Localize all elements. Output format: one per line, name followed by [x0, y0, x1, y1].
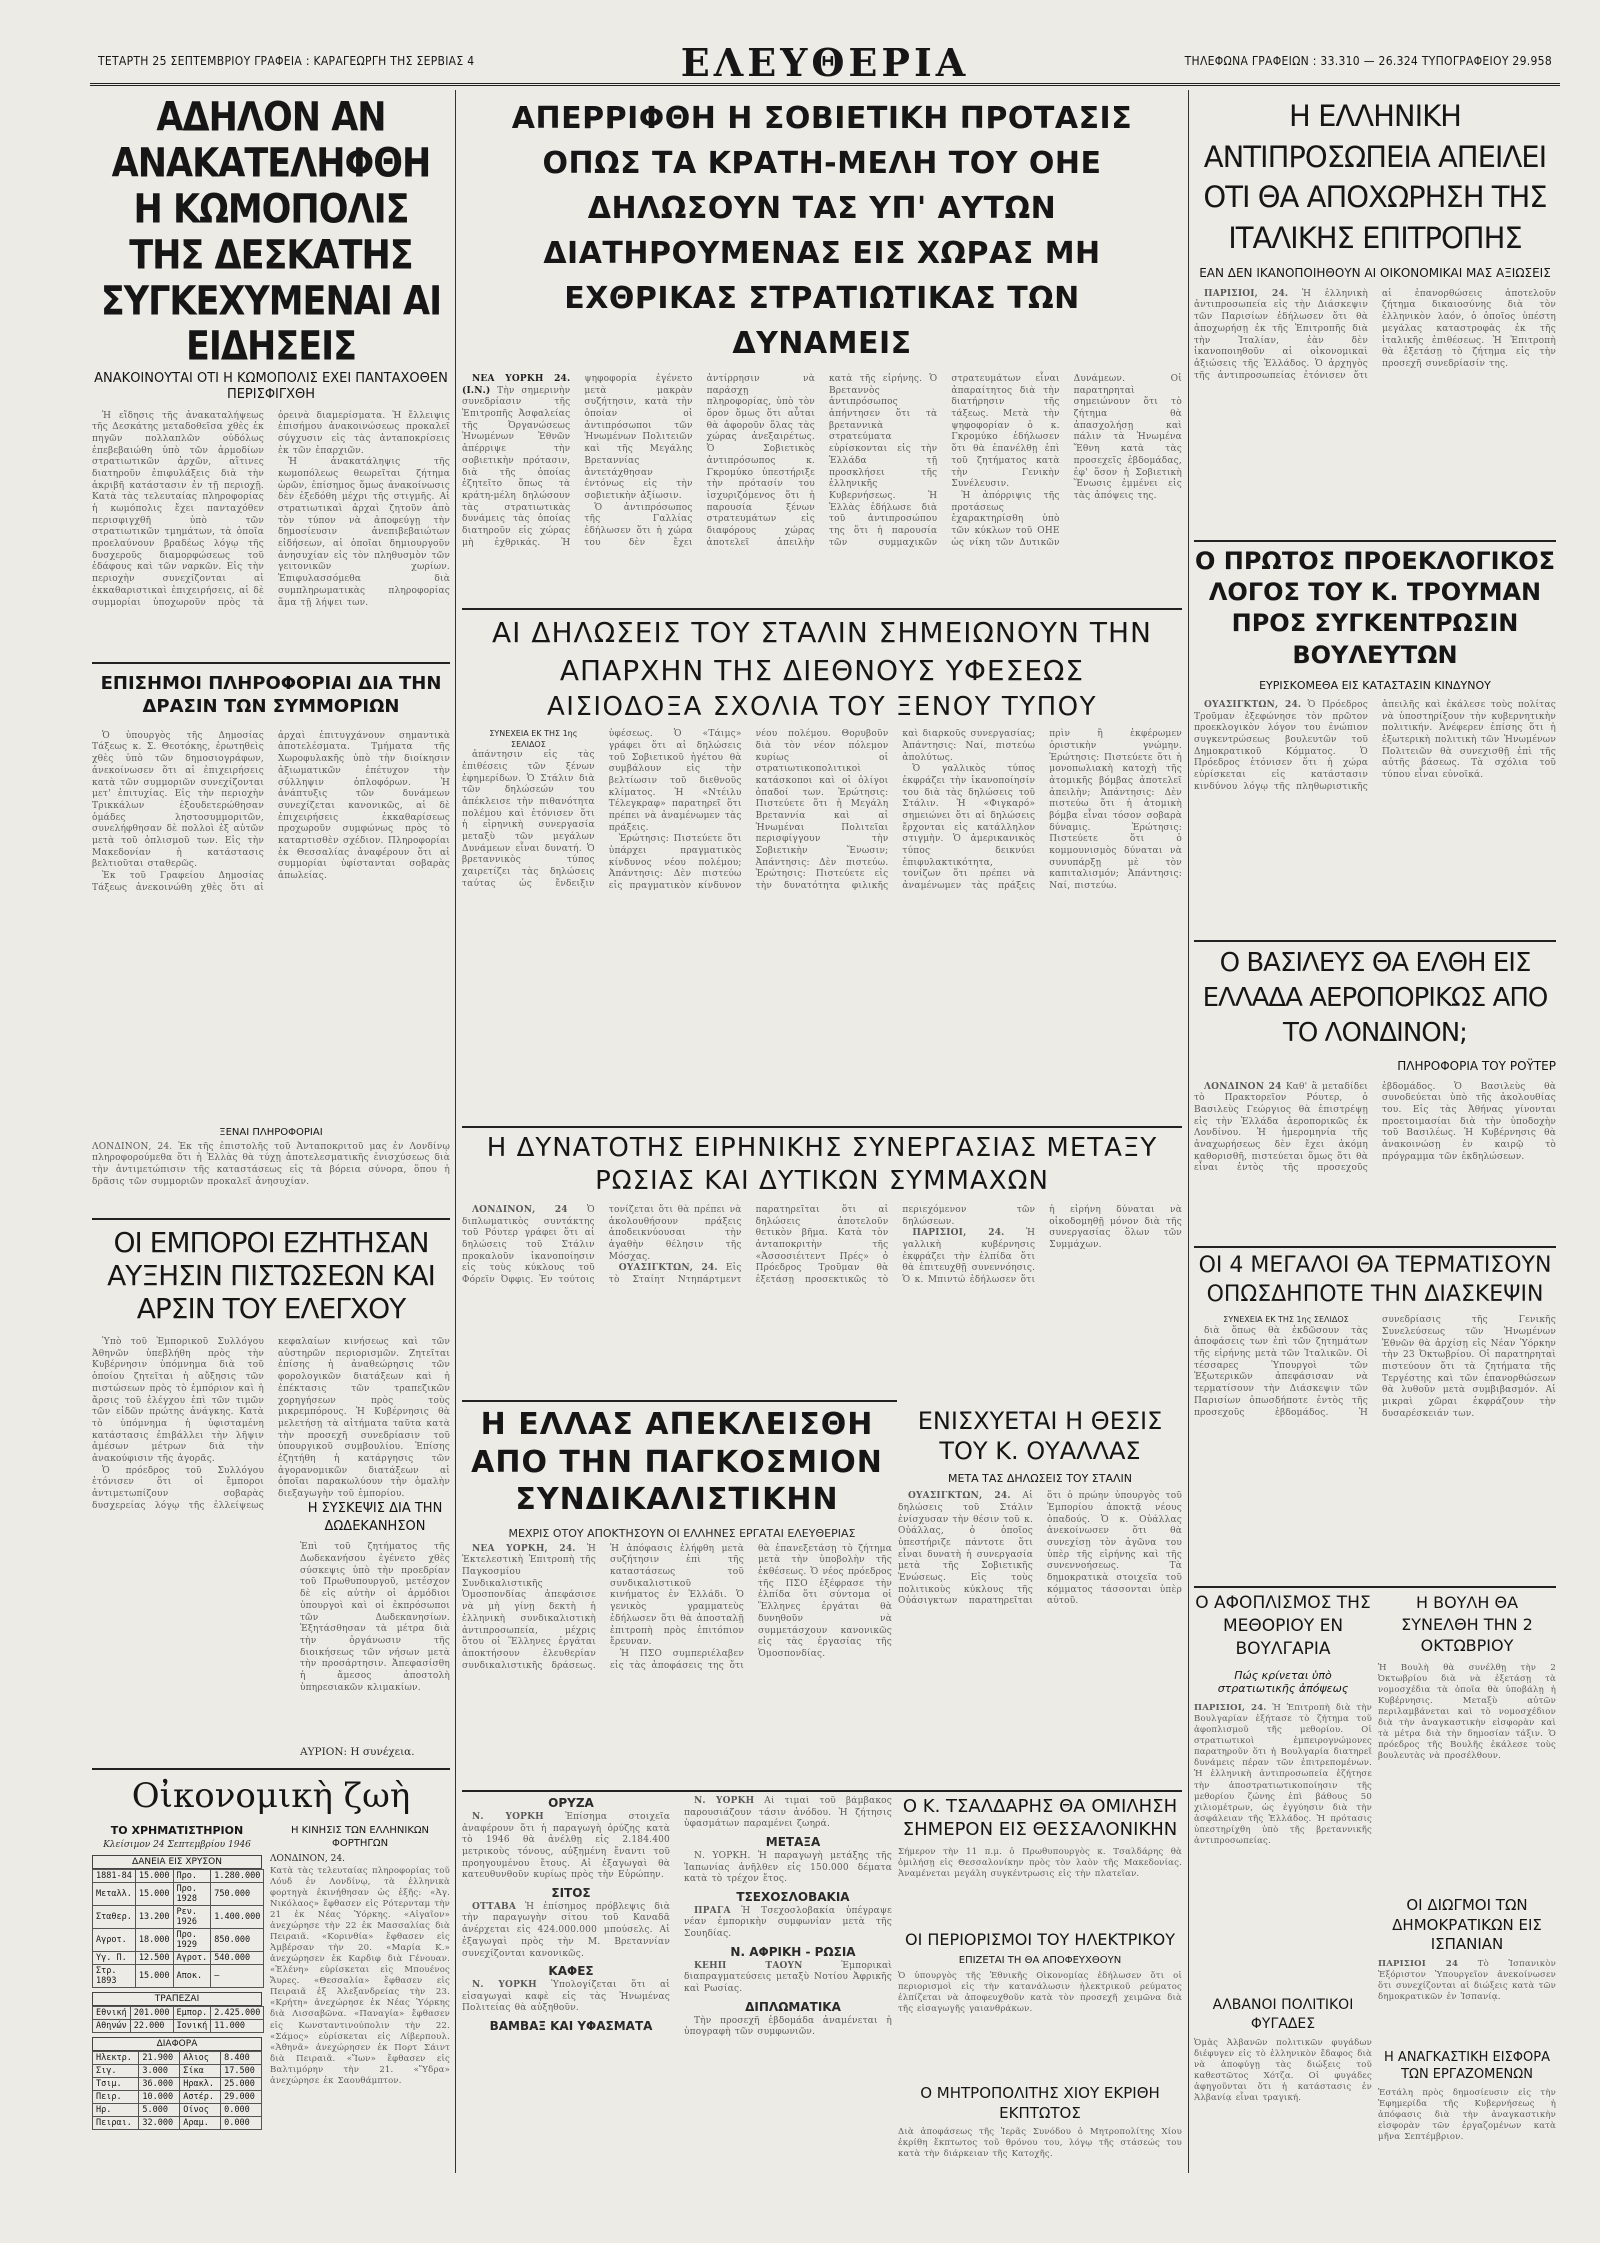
section-divider: [92, 1218, 450, 1220]
section-divider: [1194, 1586, 1556, 1588]
market-heading: ΚΑΦΕΣ: [548, 1964, 594, 1979]
table-cell: Ηρ.: [93, 2103, 139, 2116]
table-cell: 1881-84: [93, 1869, 136, 1882]
shipping-dateline: ΛΟΝΔΙΝΟΝ, 24.: [270, 1854, 345, 1864]
banks-title: ΤΡΑΠΕΖΑΙ: [92, 1992, 262, 2006]
article-body: Ἡ εἴδησις τῆς ἀνακαταλήψεως τῆς Δεσκάτης μεταδοθεῖσα χθὲς ἐκ πηγῶν πολλαπλῶν οὐδόλως ἐπεβεβαιώθη ὑπὸ τῶν ἁρμοδίων στρατιωτικῶν ἀρχῶν, αἵτινες διατηροῦν ἐπιφυλάξεις διὰ τὴν ἀκριβῆ κατάστασιν ἐν τῇ περιοχῇ. Κατὰ τὰς τελευταίας πληροφορίας ἡ κωμόπολις ἔχει πανταχόθεν περισφιγχθῆ ὑπὸ τῶν στρατιωτικῶν τμημάτων, τὰ ὁποῖα προελαύνουν βραδέως λόγῳ τῆς δυσχεροῦς διαμορφώσεως τοῦ ἐδάφους καὶ τῶν ναρκῶν. Εἰς τὴν περιοχὴν συνεχίζονται αἱ ἐκκαθαριστικαὶ ἐπιχειρήσεις, αἱ δὲ συμμορίαι ὑποχωροῦν πρὸς τὰ ὀρεινὰ διαμερίσματα. Ἡ ἔλλειψις ἐπισήμου ἀνακοινώσεως προκαλεῖ σύγχυσιν εἰς τὰς ἀνταποκρίσεις ἐκ τῶν ἐπαρχιῶν. Ἡ ἀνακατάληψις τῆς κωμοπόλεως θεωρεῖται ζήτημα ὡρῶν, ἐπίσημος ὅμως ἀνακοίνωσις δὲν ἐξεδόθη μέχρι τῆς στιγμῆς. Αἱ στρατιωτικαὶ ἀρχαὶ ζητοῦν ἀπὸ τὸν τύπον νὰ ἀποφεύγῃ τὴν δημοσίευσιν ἀνεπιβεβαιώτων εἰδήσεων, αἱ ὁποῖαι δημιουργοῦν ἀνησυχίαν εἰς τὸν πληθυσμὸν τῶν γειτονικῶν χωρίων. Ἐπιφυλασσόμεθα διὰ συμπληρωματικὰς πληροφορίας ἅμα τῇ λήψει των.: [92, 410, 450, 608]
section-divider: [462, 608, 1182, 610]
table-cell: 21.900: [139, 2051, 180, 2064]
section-divider: [462, 1790, 1182, 1792]
article-subheadline: ΜΕΤΑ ΤΑΣ ΔΗΛΩΣΕΙΣ ΤΟΥ ΣΤΑΛΙΝ: [948, 1472, 1132, 1485]
section-divider: [462, 1126, 1182, 1128]
masthead-right-info: ΤΗΛΕΦΩΝΑ ΓΡΑΦΕΙΩΝ : 33.310 — 26.324 ΤΥΠΟΓΡΑΦΕΙΟΥ 29.958: [1184, 54, 1552, 68]
table-cell: 29.000: [221, 2090, 262, 2103]
article-subheadline: ΑΝΑΚΟΙΝΟΥΤΑΙ ΟΤΙ Η ΚΩΜΟΠΟΛΙΣ ΕΧΕΙ ΠΑΝΤΑΧΟΘΕΝ ΠΕΡΙΣΦΙΓΧΘΗ: [94, 371, 448, 402]
table-cell: Ιονική: [173, 2019, 211, 2032]
table-cell: 32.000: [139, 2116, 180, 2129]
table-cell: 12.500: [135, 1951, 173, 1964]
article-four-powers: [1194, 1252, 1556, 1582]
article-body: Ὁ ὑπουργὸς τῆς Δημοσίας Τάξεως κ. Σ. Θεοτόκης, ἐρωτηθεὶς χθὲς ὑπὸ τῶν δημοσιογράφων, ἀνεκοίνωσεν ὅτι αἱ ἐπιχειρήσεις κατὰ τῶν συμμοριῶν συνεχίζονται μετ' ἐπιτυχίας. Εἰς τὴν περιοχὴν Τρικκάλων ἐξουδετερώθησαν ὁμάδες ληστοσυμμοριτῶν, συνελήφθησαν δὲ πολλοὶ ἐξ αὐτῶν μετὰ τοῦ ὁπλισμοῦ των. Εἰς τὴν Μακεδονίαν ἡ κατάστασις βελτιοῦται σταθερῶς. Ἐκ τοῦ Γραφείου Δημοσίας Τάξεως ἀνεκοινώθη χθὲς ὅτι αἱ ἀρχαὶ ἐπιτυγχάνουν σημαντικὰ ἀποτελέσματα. Τμήματα τῆς Χωροφυλακῆς ὑπὸ τὴν διοίκησιν ἀξιωματικῶν ἐπέτυχον τὴν σύλληψιν ὁπλοφόρων. Ἡ ἀνάπτυξις τῶν δυνάμεων συνεχίζεται κανονικῶς, αἱ δὲ ἐπιχειρήσεις ἐκκαθαρίσεως προχωροῦν συμφώνως πρὸς τὸ καταρτισθὲν σχέδιον. Πληροφορίαι ἐκ Θεσσαλίας ἀναφέρουν ὅτι αἱ συμμορίαι ὑφίστανται σοβαρὰς ἀπωλείας.: [92, 730, 450, 893]
article-body: Ἡ Βουλὴ θὰ συνέλθῃ τὴν 2 Ὀκτωβρίου διὰ νὰ ἐξετάσῃ τὰ νομοσχέδια τὰ ὁποῖα θὰ ὑποβάλῃ ἡ Κυβέρνησις. Μεταξὺ αὐτῶν περιλαμβάνεται καὶ τὸ νομοσχέδιον διὰ τὴν ἀναγκαστικὴν εἰσφορὰν καὶ τὰ μέτρα διὰ τὴν δημοσίαν τάξιν. Ὁ πρόεδρος τῆς Βουλῆς ἐκάλεσε τοὺς βουλευτὰς νὰ προσέλθουν.: [1378, 1662, 1556, 1762]
section-divider: [92, 1768, 450, 1770]
article-unions: [462, 1406, 892, 1786]
table-cell: 17.500: [221, 2064, 262, 2077]
article-dateline: ΠΑΡΙΣΙΟΙ 24: [1378, 1958, 1459, 1969]
table-row: [93, 2051, 262, 2064]
market-dateline: ΠΡΑΓΑ: [694, 1905, 731, 1916]
article-headline: Η ΕΛΛΑΣ ΑΠΕΚΛΕΙΣΘΗ ΑΠΟ ΤΗΝ ΠΑΓΚΟΣΜΙΟΝ ΣΥΝΔΙΚΑΛΙΣΤΙΚΗΝ: [471, 1407, 883, 1517]
article-headline: Η ΕΛΛΗΝΙΚΗ ΑΝΤΙΠΡΟΣΩΠΕΙΑ ΑΠΕΙΛΕΙ ΟΤΙ ΘΑ ΑΠΟΧΩΡΗΣΗ ΤΗΣ ΙΤΑΛΙΚΗΣ ΕΠΙΤΡΟΠΗΣ: [1203, 99, 1547, 255]
misc-title: ΔΙΑΦΟΡΑ: [92, 2037, 262, 2051]
economy-section: [92, 1776, 450, 2221]
article-subheadline: ΕΠΙΖΕΤΑΙ ΤΗ ΘΑ ΑΠΟΦΕΥΧΘΟΥΝ: [958, 1954, 1122, 1966]
article-body: Ὁ ὑπουργὸς τῆς Ἐθνικῆς Οἰκονομίας ἐδήλωσεν ὅτι οἱ περιορισμοὶ εἰς τὴν κατανάλωσιν ἠλεκτρικοῦ ρεύματος ἐλπίζεται νὰ ἀποφευχθοῦν κατὰ τὸν προσεχῆ χειμῶνα διὰ τῆς εἰσαγωγῆς γαιανθράκων.: [898, 1970, 1182, 2014]
article-headline: ΑΠΕΡΡΙΦΘΗ Η ΣΟΒΙΕΤΙΚΗ ΠΡΟΤΑΣΙΣ ΟΠΩΣ ΤΑ ΚΡΑΤΗ-ΜΕΛΗ ΤΟΥ ΟΗΕ ΔΗΛΩΣΟΥΝ ΤΑΣ ΥΠ' ΑΥΤΩΝ ΔΙΑΤΗΡΟΥΜΕΝΑΣ ΕΙΣ ΧΩΡΑΣ ΜΗ ΕΧΘΡΙΚΑΣ ΣΤΡΑΤΙΩΤΙΚΑΣ ΤΩΝ ΔΥΝΑΜΕΙΣ: [511, 101, 1133, 361]
table-cell: 10.000: [139, 2090, 180, 2103]
table-cell: 3.000: [139, 2064, 180, 2077]
market-heading: ΜΕΤΑΞΑ: [765, 1835, 821, 1850]
table-cell: Σίκα: [180, 2064, 221, 2077]
article-headline: ΟΙ 4 ΜΕΓΑΛΟΙ ΘΑ ΤΕΡΜΑΤΙΣΟΥΝ ΟΠΩΣΔΗΠΟΤΕ ΤΗΝ ΔΙΑΣΚΕΨΙΝ: [1198, 1253, 1552, 1307]
table-cell: 8.400: [221, 2051, 262, 2064]
article-headline: ΑΔΗΛΟΝ ΑΝ ΑΝΑΚΑΤΕΛΗΦΘΗ Η ΚΩΜΟΠΟΛΙΣ ΤΗΣ ΔΕΣΚΑΤΗΣ ΣΥΓΚΕΧΥΜΕΝΑΙ ΑΙ ΕΙΔΗΣΕΙΣ: [100, 96, 442, 371]
article-dodecanese: [300, 1500, 450, 1760]
market-heading: Ν. ΑΦΡΙΚΗ - ΡΩΣΙΑ: [730, 1944, 856, 1959]
table-row: [93, 1928, 264, 1951]
column-rule: [1188, 90, 1189, 2173]
gold-loans-title: ΔΑΝΕΙΑ ΕΙΣ ΧΡΥΣΟΝ: [92, 1855, 262, 1869]
market-dateline: Ν. ΥΟΡΚΗ: [472, 1811, 544, 1822]
article-albanians: [1194, 1996, 1372, 2221]
article-metropolitan: [898, 2084, 1182, 2221]
article-dateline: ΛΟΝΔΙΝΟΝ, 24: [472, 1205, 568, 1215]
article-headline: ΟΙ ΕΜΠΟΡΟΙ ΕΖΗΤΗΣΑΝ ΑΥΞΗΣΙΝ ΠΙΣΤΩΣΕΩΝ ΚΑΙ ΑΡΣΙΝ ΤΟΥ ΕΛΕΓΧΟΥ: [107, 1226, 435, 1326]
market-heading: ΒΑΜΒΑΞ ΚΑΙ ΥΦΑΣΜΑΤΑ: [489, 2019, 653, 2034]
article-body: ΠΑΡΙΣΙΟΙ 24 Τὸ Ἰσπανικὸν Ἐξόριστον Ὑπουργεῖον ἀνεκοίνωσεν ὅτι συνεχίζονται αἱ διώξεις κατὰ τῶν δημοκρατικῶν ἐν Ἰσπανίᾳ.: [1378, 1958, 1556, 2002]
article-cooperation: [462, 1132, 1182, 1398]
table-cell: Στρ. 1893: [93, 1964, 136, 1987]
table-cell: 1.280.000: [211, 1869, 264, 1882]
misc-table: [92, 2051, 262, 2130]
article-truman: [1194, 546, 1556, 936]
article-headline: ΕΝΙΣΧΥΕΤΑΙ Η ΘΕΣΙΣ ΤΟΥ Κ. ΟΥΑΛΛΑΣ: [917, 1407, 1163, 1465]
gold-loans-table: [92, 1869, 264, 1988]
article-subheadline: ΑΙΣΙΟΔΟΞΑ ΣΧΟΛΙΑ ΤΟΥ ΞΕΝΟΥ ΤΥΠΟΥ: [546, 691, 1098, 722]
table-cell: Αραμ.: [180, 2116, 221, 2129]
article-body: ΟΥΑΣΙΓΚΤΩΝ, 24. Αἱ δηλώσεις τοῦ Στάλιν ἐνίσχυσαν τὴν θέσιν τοῦ κ. Οὐάλλας, ὁ ὁποῖος ὑπεστήριζε πάντοτε ὅτι εἶναι δυνατὴ ἡ συνεργασία μετὰ τῆς Σοβιετικῆς Ἑνώσεως. Εἰς τοὺς πολιτικοὺς κύκλους τῆς Οὐάσιγκτων παρατηρεῖται ὅτι ὁ πρώην ὑπουργὸς τοῦ Ἐμπορίου ἀποκτᾷ νέους ὀπαδούς. Ὁ κ. Οὐάλλας ἀνεκοίνωσεν ὅτι θὰ συνεχίσῃ τὸν ἀγῶνα του ὑπὲρ τῆς εἰρήνης καὶ τῆς συνεννοήσεως. Τὰ δημοκρατικὰ στοιχεῖα τοῦ κόμματος τάσσονται ὑπὲρ αὐτοῦ.: [898, 1491, 1182, 1607]
section-divider: [1194, 1246, 1556, 1248]
table-cell: Αθηνών: [93, 2019, 131, 2032]
table-cell: Ρεν. 1926: [173, 1905, 211, 1928]
article-body: ΣΥΝΕΧΕΙΑ ΕΚ ΤΗΣ 1ης ΣΕΛΙΔΟΣ διὰ ὅπως θὰ ἐκδῶσουν τὰς ἀποφάσεις των ἐπὶ τῶν ζητημάτων τῆς εἰρήνης μετὰ τῶν Ἰταλικῶν. Οἱ τέσσαρες Ὑπουργοὶ τῶν Ἐξωτερικῶν ἀπεφάσισαν νὰ τερματίσουν τὴν Διάσκεψιν τῶν Παρισίων ὁπωσδήποτε ἐντὸς τῆς προσεχοῦς ἑβδομάδος. Ἡ συνεδρίασις τῆς Γενικῆς Συνελεύσεως τῶν Ἡνωμένων Ἐθνῶν θὰ ἀρχίσῃ εἰς Νέαν Ὑόρκην τὴν 23 Ὀκτωβρίου. Οἱ παρατηρηταὶ πιστεύουν ὅτι τὰ ζητήματα τῆς Τεργέστης καὶ τῶν ἐπανορθώσεων θὰ λυθοῦν μετὰ συμβιβασμόν. Αἱ μικραὶ χῶραι ἐκφράζουν τὴν δυσαρέσκειάν των.: [1194, 1315, 1556, 1419]
table-cell: 11.000: [211, 2019, 264, 2032]
section-divider: [1194, 540, 1556, 542]
markets-body: ΟΡΥΖΑ Ν. ΥΟΡΚΗ Ἐπίσημα στοιχεῖα ἀναφέρουν ὅτι ἡ παραγωγὴ ὀρύζης κατὰ τὸ 1946 θὰ ἀνέλθῃ εἰς 2.184.400 μετρικοὺς τόνους, αὐξημένη ἔναντι τοῦ προηγουμένου ἔτους. Αἱ ἐξαγωγαὶ θὰ κατευθυνθοῦν κυρίως πρὸς τὴν Εὐρώπην. ΣΙΤΟΣ ΟΤΤΑΒΑ Ἡ ἐπίσημος πρόβλεψις διὰ τὴν παραγωγὴν σίτου τοῦ Καναδᾶ ἀνέρχεται εἰς 424.000.000 μπούσελς. Αἱ ἐξαγωγαὶ πρὸς τὴν Μ. Βρεταννίαν συνεχίζονται κανονικῶς. ΚΑΦΕΣ Ν. ΥΟΡΚΗ Ὑπολογίζεται ὅτι αἱ εἰσαγωγαὶ καφὲ εἰς τὰς Ἡνωμένας Πολιτείας θὰ αὐξηθοῦν. ΒΑΜΒΑΞ ΚΑΙ ΥΦΑΣΜΑΤΑ Ν. ΥΟΡΚΗ Αἱ τιμαὶ τοῦ βάμβακος παρουσιάζουν τάσιν ἀνόδου. Ἡ ζήτησις ὑφασμάτων παραμένει ζωηρά. ΜΕΤΑΞΑ Ν. ΥΟΡΚΗ. Ἡ παραγωγὴ μετάξης τῆς Ἰαπωνίας ἀνῆλθεν εἰς 150.000 δέματα κατὰ τὸ τρέχον ἔτος. ΤΣΕΧΟΣΛΟΒΑΚΙΑ ΠΡΑΓΑ Ἡ Τσεχοσλοβακία ὑπέγραψε νέαν ἐμπορικὴν συμφωνίαν μετὰ τῆς Σουηδίας. Ν. ΑΦΡΙΚΗ - ΡΩΣΙΑ ΚΕΗΠ ΤΑΟΥΝ Ἐμπορικαὶ διαπραγματεύσεις μεταξὺ Νοτίου Ἀφρικῆς καὶ Ρωσίας. ΔΙΠΛΩΜΑΤΙΚΑ Τὴν προσεχῆ ἑβδομάδα ἀναμένεται ἡ ὑπογραφὴ τῶν συμφωνιῶν.: [462, 1796, 892, 2038]
column-rule: [455, 90, 456, 2173]
article-subheadline: ΠΛΗΡΟΦΟΡΙΑ ΤΟΥ ΡΟΫΤΕΡ: [1397, 1059, 1556, 1074]
article-headline: ΕΠΙΣΗΜΟΙ ΠΛΗΡΟΦΟΡΙΑΙ ΔΙΑ ΤΗΝ ΔΡΑΣΙΝ ΤΩΝ ΣΥΜΜΟΡΙΩΝ: [100, 673, 442, 718]
table-cell: 18.000: [135, 1928, 173, 1951]
masthead: [90, 40, 1560, 86]
table-cell: Αγροτ.: [173, 1951, 211, 1964]
article-dateline: ΟΥΑΣΙΓΚΤΩΝ, 24.: [1204, 699, 1302, 710]
exchange-date: Κλείσιμον 24 Σεπτεμβρίου 1946: [103, 1840, 251, 1850]
table-cell: 5.000: [139, 2103, 180, 2116]
article-stalin: [462, 614, 1182, 1124]
article-subheadline: Πώς κρίνεται ὑπὸ στρατιωτικῆς ἀπόψεως: [1217, 1668, 1349, 1695]
section-divider: [1194, 940, 1556, 942]
article-headline: Ο ΜΗΤΡΟΠΟΛΙΤΗΣ ΧΙΟΥ ΕΚΡΙΘΗ ΕΚΠΤΩΤΟΣ: [920, 2084, 1160, 2122]
article-dateline: ΠΑΡΙΣΙΟΙ, 24.: [1194, 1703, 1267, 1714]
newspaper-title: ΕΛΕΥΘΕΡΙΑ: [680, 40, 970, 85]
table-cell: Αγροτ.: [93, 1928, 136, 1951]
article-body: Σήμερον τὴν 11 π.μ. ὁ Πρωθυπουργὸς κ. Τσαλδάρης θὰ ὁμιλήσῃ εἰς Θεσσαλονίκην πρὸς τὸν λαὸν τῆς Μακεδονίας. Ἀναμένεται μεγάλη συγκέντρωσις εἰς τὴν πλατεῖαν.: [898, 1847, 1182, 1880]
article-body: ΛΟΝΔΙΝΟΝ, 24. Ἐκ τῆς ἐπιστολῆς τοῦ Ἀνταποκριτοῦ μας ἐν Λονδίνῳ πληροφορούμεθα ὅτι ἡ Ἑλλὰς θὰ τύχῃ ἀποτελεσματικῆς ἐνισχύσεως διὰ τὴν ἀντιμετώπισιν τῆς καταστάσεως εἰς τὰ βόρεια σύνορα, ὅπου ἡ δρᾶσις τῶν συμμοριῶν προκαλεῖ ἀνησυχίαν.: [92, 1141, 450, 1187]
section-divider: [462, 1400, 897, 1402]
table-cell: Αλιος: [180, 2051, 221, 2064]
market-dateline: Ν. ΥΟΡΚΗ: [472, 1980, 537, 1991]
shipping-title: Η ΚΙΝΗΣΙΣ ΤΩΝ ΕΛΛΗΝΙΚΩΝ ΦΟΡΤΗΓΩΝ: [290, 1825, 429, 1849]
market-heading: ΤΣΕΧΟΣΛΟΒΑΚΙΑ: [736, 1889, 850, 1904]
table-cell: Οίνος: [180, 2103, 221, 2116]
table-cell: 15.000: [135, 1882, 173, 1905]
table-cell: Ηλεκτρ.: [93, 2051, 139, 2064]
article-electricity: [898, 1930, 1182, 2080]
economy-title: Οἰκονομικὴ ζωὴ: [131, 1776, 411, 1816]
article-dateline: ΛΟΝΔΙΝΟΝ 24: [1204, 1081, 1282, 1092]
article-body: ΣΥΝΕΧΕΙΑ ΕΚ ΤΗΣ 1ης ΣΕΛΙΔΟΣ ἀπάντησιν εἰς τὰς ἐπιθέσεις τῶν ξένων ἐφημερίδων. Ὁ Στάλιν διὰ τῶν δηλώσεών του ἀπέκλεισε τὴν πιθανότητα πολέμου καὶ ἐτόνισεν ὅτι ἡ εἰρηνικὴ συνεργασία μεταξὺ τῶν μεγάλων Δυνάμεων εἶναι δυνατή. Ὁ βρεταννικὸς τύπος χαιρετίζει τὰς δηλώσεις ταύτας ὡς ἔνδειξιν ὑφέσεως. Ὁ «Τάιμς» γράφει ὅτι αἱ δηλώσεις τοῦ Σοβιετικοῦ ἡγέτου θὰ συμβάλουν εἰς τὴν βελτίωσιν τοῦ διεθνοῦς κλίματος. Ἡ «Ντέιλυ Τέλεγκραφ» παρατηρεῖ ὅτι πρέπει νὰ ἀναμένωμεν τὰς πράξεις. Ἐρώτησις: Πιστεύετε ὅτι ὑπάρχει πραγματικὸς κίνδυνος νέου πολέμου; Ἀπάντησις: Δὲν πιστεύω εἰς πραγματικὸν κίνδυνον νέου πολέμου. Θορυβοῦν διὰ τὸν νέον πόλεμον κυρίως οἱ στρατιωτικοπολιτικοὶ κατάσκοποι καὶ οἱ ὀλίγοι ὀπαδοί των. Ἐρώτησις: Πιστεύετε ὅτι ἡ Μεγάλη Βρεταννία καὶ αἱ Ἡνωμέναι Πολιτεῖαι περισφίγγουν τὴν Σοβιετικὴν Ἕνωσιν; Ἀπάντησις: Δὲν πιστεύω. Ἐρώτησις: Πιστεύετε εἰς τὴν δυνατότητα φιλικῆς καὶ διαρκοῦς συνεργασίας; Ἀπάντησις: Ναί, πιστεύω ἀπολύτως. Ὁ γαλλικὸς τύπος ἐκφράζει τὴν ἱκανοποίησίν του διὰ τὰς δηλώσεις τοῦ Στάλιν. Ἡ «Φιγκαρό» σημειώνει ὅτι αἱ δηλώσεις ἔρχονται εἰς κατάλληλον στιγμὴν. Ὁ ἀμερικανικὸς τύπος δεικνύει ἐπιφυλακτικότητα, τονίζων ὅτι πρέπει νὰ ἀναμένωμεν τὰς πράξεις πρὶν ἢ ἐκφέρωμεν ὁριστικὴν γνώμην. Ἐρώτησις: Πιστεύετε ὅτι ἡ μονοπωλιακὴ κατοχὴ τῆς ἀτομικῆς βόμβας ἀποτελεῖ ἀπειλὴν; Ἀπάντησις: Δὲν πιστεύω ὅτι ἡ ἀτομικὴ βόμβα εἶναι τόσον σοβαρὰ δύναμις. Ἐρώτησις: Πιστεύετε ὅτι ὁ κομμουνισμὸς δύναται νὰ συνυπάρξῃ μὲ τὸν καπιταλισμόν; Ἀπάντησις: Ναί, πιστεύω.: [462, 729, 1182, 892]
article-soviet: [462, 96, 1182, 602]
table-cell: Προ. 1929: [173, 1928, 211, 1951]
table-row: [93, 1951, 264, 1964]
article-dateline: ΝΕΑ ΥΟΡΚΗ, 24.: [472, 1543, 576, 1554]
article-body: ΝΕΑ ΥΟΡΚΗ 24. (Ι.Ν.) Τὴν σημερινὴν συνεδρίασιν τῆς Ἐπιτροπῆς Ἀσφαλείας τῆς Ὀργανώσεως Ἡνωμένων Ἐθνῶν ἀπέρριψε τὴν σοβιετικὴν πρότασιν, διὰ τῆς ὁποίας ἐζητεῖτο ὅπως τὰ κράτη-μέλη δηλώσουν τὰς στρατιωτικὰς δυνάμεις τὰς ὁποίας διατηροῦν εἰς χώρας μὴ ἐχθρικάς. Ἡ ψηφοφορία ἐγένετο μετὰ μακρὰν συζήτησιν, κατὰ τὴν ὁποίαν οἱ ἀντιπρόσωποι τῶν Ἡνωμένων Πολιτειῶν καὶ τῆς Μεγάλης Βρεταννίας ἀντετάχθησαν ἐντόνως εἰς τὴν σοβιετικὴν ἀξίωσιν. Ὁ ἀντιπρόσωπος τῆς Γαλλίας ἐδήλωσεν ὅτι ἡ χώρα του δὲν ἔχει ἀντίρρησιν νὰ παράσχῃ πληροφορίας, ὑπὸ τὸν ὅρον ὅμως ὅτι αὗται θὰ ἀφοροῦν ὅλας τὰς χώρας ἀνεξαιρέτως. Ὁ Σοβιετικὸς ἀντιπρόσωπος κ. Γκρομύκο ὑπεστήριξε τὴν πρότασίν του ἰσχυριζόμενος ὅτι ἡ παρουσία ξένων στρατευμάτων εἰς διαφόρους χώρας ἀποτελεῖ ἀπειλὴν κατὰ τῆς εἰρήνης. Ὁ Βρεταννὸς ἀντιπρόσωπος ἀπήντησεν ὅτι τὰ βρεταννικὰ στρατεύματα εὑρίσκονται εἰς τὴν Ἑλλάδα τῇ προσκλήσει τῆς ἑλληνικῆς Κυβερνήσεως. Ἡ Ἑλλὰς ἐδήλωσε διὰ τοῦ ἀντιπροσώπου της ὅτι ἡ παρουσία τῶν συμμαχικῶν στρατευμάτων εἶναι ἀπαραίτητος διὰ τὴν διατήρησιν τῆς τάξεως. Μετὰ τὴν ψηφοφορίαν ὁ κ. Γκρομύκο ἐδήλωσεν ὅτι θὰ ἐπανέλθῃ ἐπὶ τοῦ ζητήματος κατὰ τὴν Γενικὴν Συνέλευσιν. Ἡ ἀπόρριψις τῆς προτάσεως ἐχαρακτηρίσθη ὑπὸ τῶν κύκλων τοῦ ΟΗΕ ὡς νίκη τῶν Δυτικῶν Δυνάμεων. Οἱ παρατηρηταὶ σημειώνουν ὅτι τὸ ζήτημα θὰ ἀπασχολήσῃ καὶ πάλιν τὰ Ἡνωμένα Ἔθνη κατὰ τὰς προσεχεῖς ἑβδομάδας, ἐφ' ὅσον ἡ Σοβιετικὴ Ἕνωσις ἐμμένει εἰς τὰς ἀπόψεις της.: [462, 374, 1182, 548]
table-cell: —: [211, 1964, 264, 1987]
table-cell: Αποκ.: [173, 1964, 211, 1987]
article-tsaldaris: [898, 1796, 1182, 1926]
table-row: [93, 1869, 264, 1882]
article-body: Ὑπὸ τοῦ Ἐμπορικοῦ Συλλόγου Ἀθηνῶν ὑπεβλήθη πρὸς τὴν Κυβέρνησιν ὑπόμνημα διὰ τοῦ ὁποίου ζητεῖται ἡ αὔξησις τῶν πιστώσεων πρὸς τὸ ἐμπόριον καὶ ἡ ἄρσις τοῦ ἐλέγχου ἐπὶ τῶν τιμῶν τῶν εἰδῶν πρώτης ἀνάγκης. Κατὰ τὸ ὑπόμνημα ἡ ὑφισταμένη κατάστασις ἐπιβάλλει τὴν λῆψιν ἀμέσων μέτρων διὰ τὴν ἀνακούφισιν τῆς ἀγορᾶς. Ὁ πρόεδρος τοῦ Συλλόγου ἐτόνισεν ὅτι οἱ ἔμποροι ἀντιμετωπίζουν σοβαρὰς δυσχερείας λόγῳ τῆς ἐλλείψεως κεφαλαίων κινήσεως καὶ τῶν αὐστηρῶν περιορισμῶν. Ζητεῖται ἐπίσης ἡ ἀναθεώρησις τῶν φορολογικῶν διατάξεων καὶ ἡ ἐπέκτασις τῶν τραπεζικῶν χορηγήσεων πρὸς τοὺς μικρεμπόρους. Ἡ Κυβέρνησις θὰ μελετήσῃ τὰ αἰτήματα ταῦτα κατὰ τὴν προσεχῆ συνεδρίασιν τοῦ ὑπουργικοῦ συμβουλίου. Ἐπίσης ἐζητήθη ἡ κατάργησις τῶν ἀγορανομικῶν διατάξεων αἱ ὁποῖαι παρακωλύουν τὴν ὁμαλὴν διεξαγωγὴν τοῦ ἐμπορίου.: [92, 1337, 450, 1511]
table-row: [93, 1905, 264, 1928]
article-headline: Ο ΒΑΣΙΛΕΥΣ ΘΑ ΕΛΘΗ ΕΙΣ ΕΛΛΑΔΑ ΑΕΡΟΠΟΡΙΚΩΣ ΑΠΟ ΤΟ ΛΟΝΔΙΝΟΝ;: [1202, 948, 1548, 1049]
article-body: ΠΑΡΙΣΙΟΙ, 24. Ἡ Ἐπιτροπὴ διὰ τὴν Βουλγαρίαν ἐξήτασε τὸ ζήτημα τοῦ ἀφοπλισμοῦ τῆς μεθορίου. Οἱ στρατιωτικοὶ ἐμπειρογνώμονες παρατηροῦν ὅτι ἡ Βουλγαρία διατηρεῖ δυνάμεις πέραν τῶν ἐπιτρεπομένων. Ἡ ἑλληνικὴ ἀντιπροσωπεία ἐζήτησε τὴν ἀποστρατιωτικοποίησιν τῆς μεθορίου ζώνης ἐπὶ βάθους 50 χιλιομέτρων, ὡς ἐγγύησιν διὰ τὴν ἀσφάλειαν τῆς Ἑλλάδος. Ἡ πρότασις ὑπεστηρίχθη ὑπὸ τῆς βρεταννικῆς ἀντιπροσωπείας.: [1194, 1703, 1372, 1846]
article-headline: ΑΙ ΔΗΛΩΣΕΙΣ ΤΟΥ ΣΤΑΛΙΝ ΣΗΜΕΙΩΝΟΥΝ ΤΗΝ ΑΠΑΡΧΗΝ ΤΗΣ ΔΙΕΘΝΟΥΣ ΥΦΕΣΕΩΣ: [492, 616, 1152, 687]
article-subheadline: ΜΕΧΡΙΣ ΟΤΟΥ ΑΠΟΚΤΗΣΟΥΝ ΟΙ ΕΛΛΗΝΕΣ ΕΡΓΑΤΑΙ ΕΛΕΥΘΕΡΙΑΣ: [508, 1526, 856, 1540]
table-row: [93, 1882, 264, 1905]
table-row: [93, 1964, 264, 1987]
table-cell: Υγ. Π.: [93, 1951, 136, 1964]
article-dateline: ΝΕΑ ΥΟΡΚΗ 24. (Ι.Ν.): [462, 374, 571, 396]
article-dateline: ΟΥΑΣΙΓΚΤΩΝ, 24.: [618, 1263, 718, 1274]
article-markets: [462, 1796, 892, 2221]
table-cell: 15.000: [135, 1964, 173, 1987]
table-cell: 0.000: [221, 2116, 262, 2129]
table-row: [93, 2006, 264, 2019]
article-symmories: [92, 672, 450, 1212]
market-dateline: Ν. ΥΟΡΚΗ: [694, 1796, 755, 1806]
article-body: ΜΕΧΡΙΣ ΟΤΟΥ ΑΠΟΚΤΗΣΟΥΝ ΟΙ ΕΛΛΗΝΕΣ ΕΡΓΑΤΑΙ ΕΛΕΥΘΕΡΙΑΣ ΝΕΑ ΥΟΡΚΗ, 24. Ἡ Ἐκτελεστικὴ Ἐπιτροπὴ τῆς Παγκοσμίου Συνδικαλιστικῆς Ὁμοσπονδίας ἀπεφάσισε νὰ μὴ γίνῃ δεκτὴ ἡ ἑλληνικὴ συνδικαλιστικὴ ἀντιπροσωπεία, μέχρις ὅτου οἱ Ἕλληνες ἐργάται ἀποκτήσουν ἐλευθερίαν συνδικαλιστικῆς δράσεως. Ἡ ἀπόφασις ἐλήφθη μετὰ συζήτησιν ἐπὶ τῆς καταστάσεως τοῦ συνδικαλιστικοῦ κινήματος ἐν Ἑλλάδι. Ὁ γενικὸς γραμματεὺς ἐδήλωσεν ὅτι θὰ ἀποσταλῇ ἐπιτροπὴ πρὸς ἐπιτόπιον ἔρευναν. Ἡ ΠΣΟ συμπεριέλαβεν εἰς τὰς ἀποφάσεις της ὅτι θὰ ἐπανεξετάσῃ τὸ ζήτημα μετὰ τὴν ὑποβολὴν τῆς ἐκθέσεως. Ὁ νέος πρόεδρος τῆς ΠΣΟ ἐξέφρασε τὴν ἐλπίδα ὅτι σύντομα οἱ Ἕλληνες ἐργάται θὰ δυνηθοῦν νὰ συμμετάσχουν κανονικῶς εἰς τὰς ἐργασίας τῆς Ὁμοσπονδίας.: [462, 1526, 892, 1671]
continued-from: ΣΥΝΕΧΕΙΑ ΕΚ ΤΗΣ 1ης ΣΕΛΙΔΟΣ: [489, 729, 578, 749]
article-wallace: [898, 1406, 1182, 1786]
article-dateline: ΠΑΡΙΣΙΟΙ, 24.: [1204, 288, 1289, 299]
exchange-title: ΤΟ ΧΡΗΜΑΤΙΣΤΗΡΙΟΝ: [110, 1824, 244, 1837]
table-cell: Σταθερ.: [93, 1905, 136, 1928]
table-cell: Μεταλλ.: [93, 1882, 136, 1905]
article-headline: Η ΔΥΝΑΤΟΤΗΣ ΕΙΡΗΝΙΚΗΣ ΣΥΝΕΡΓΑΣΙΑΣ ΜΕΤΑΞΥ ΡΩΣΙΑΣ ΚΑΙ ΔΥΤΙΚΩΝ ΣΥΜΜΑΧΩΝ: [486, 1133, 1158, 1196]
article-bulgaria: [1194, 1592, 1372, 1992]
market-heading: ΣΙΤΟΣ: [551, 1885, 591, 1900]
article-headline: Η ΣΥΣΚΕΨΙΣ ΔΙΑ ΤΗΝ ΔΩΔΕΚΑΝΗΣΟΝ: [307, 1501, 443, 1535]
table-cell: 1.400.000: [211, 1905, 264, 1928]
article-subheadline: ΕΥΡΙΣΚΟΜΕΘΑ ΕΙΣ ΚΑΤΑΣΤΑΣΙΝ ΚΙΝΔΥΝΟΥ: [1259, 678, 1491, 692]
table-cell: Πειρ.: [93, 2090, 139, 2103]
table-row: [93, 2064, 262, 2077]
article-dateline: ΠΑΡΙΣΙΟΙ, 24.: [912, 1228, 1005, 1239]
article-body: Ἐπὶ τοῦ ζητήματος τῆς Δωδεκανήσου ἐγένετο χθὲς σύσκεψις ὑπὸ τὴν προεδρίαν τοῦ Πρωθυπουργοῦ, μετέσχον δὲ εἰς αὐτὴν οἱ ἁρμόδιοι ὑπουργοὶ καὶ οἱ ἐκπρόσωποι τῶν Δωδεκανησίων. Ἐξητάσθησαν τὰ μέτρα διὰ τὴν ὀργάνωσιν τῆς διοικήσεως τῶν νήσων μετὰ τὴν προσάρτησιν. Ἀπεφασίσθη ἡ ἄμεσος ἀποστολὴ ὑπηρεσιακῶν κλιμακίων.: [300, 1542, 450, 1693]
article-body: ΛΟΝΔΙΝΟΝ, 24 Ὁ διπλωματικὸς συντάκτης τοῦ Ρόυτερ γράφει ὅτι αἱ δηλώσεις τοῦ Στάλιν προκαλοῦν ἱκανοποίησιν εἰς τοὺς κύκλους τοῦ Φόρεϊν Όφφις. Ἐν τούτοις τονίζεται ὅτι θὰ πρέπει νὰ ἀκολουθήσουν πράξεις ἀποδεικνύουσαι τὴν ἀγαθὴν θέλησιν τῆς Μόσχας. ΟΥΑΣΙΓΚΤΩΝ, 24. Εἰς τὸ Σταίητ Ντηπάρτμεντ παρατηρεῖται ὅτι αἱ δηλώσεις ἀποτελοῦν θετικὸν βῆμα. Κατὰ τὸν ἀνταποκριτὴν τῆς «Ἀσσοσιέιτεντ Πρές» ὁ Πρόεδρος Τροῦμαν θὰ ἐξετάσῃ προσεκτικῶς τὸ περιεχόμενον τῶν δηλώσεων. ΠΑΡΙΣΙΟΙ, 24. Ἡ γαλλικὴ κυβέρνησις ἐκφράζει τὴν ἐλπίδα ὅτι θὰ ἐπιτευχθῇ συνεννόησις. Ὁ κ. Μπιντώ ἐδήλωσεν ὅτι ἡ εἰρήνη δύναται νὰ οἰκοδομηθῇ μόνον διὰ τῆς συνεργασίας ὅλων τῶν Συμμάχων.: [462, 1205, 1182, 1286]
continued-from: ΣΥΝΕΧΕΙΑ ΕΚ ΤΗΣ 1ης ΣΕΛΙΔΟΣ: [1223, 1315, 1349, 1325]
table-cell: 201.000: [130, 2006, 173, 2019]
market-dateline: ΟΤΤΑΒΑ: [472, 1901, 517, 1912]
table-cell: Προ. 1928: [173, 1882, 211, 1905]
article-body: ΛΟΝΔΙΝΟΝ 24 Καθ' ἃ μεταδίδει τὸ Πρακτορεῖον Ρόυτερ, ὁ Βασιλεὺς Γεώργιος θὰ ἐπιστρέψῃ εἰς τὴν Ἑλλάδα ἀεροπορικῶς ἐκ Λονδίνου. Ἡ ἡμερομηνία τῆς ἀναχωρήσεως δὲν ἔχει ἀκόμη καθορισθῆ, πιστεύεται ὅμως ὅτι θὰ εἶναι ἐντὸς τῆς προσεχοῦς ἑβδομάδος. Ὁ Βασιλεὺς θὰ συνοδεύεται ὑπὸ τῆς ἀκολουθίας του. Εἰς τὰς Ἀθήνας γίνονται προετοιμασίαι διὰ τὴν ὑποδοχὴν τοῦ Βασιλέως. Ἡ Κυβέρνησις θὰ ἀνακοινώσῃ ἐν καιρῷ τὸ πρόγραμμα τῶν ἐκδηλώσεων.: [1194, 1081, 1556, 1174]
section-divider: [92, 662, 450, 664]
masthead-left-info: ΤΕΤΑΡΤΗ 25 ΣΕΠΤΕΜΒΡΙΟΥ ΓΡΑΦΕΙΑ : ΚΑΡΑΓΕΩΡΓΗ ΤΗΣ ΣΕΡΒΙΑΣ 4: [98, 54, 475, 68]
banks-table: [92, 2006, 264, 2033]
article-headline: ΟΙ ΔΙΩΓΜΟΙ ΤΩΝ ΔΗΜΟΚΡΑΤΙΚΩΝ ΕΙΣ ΙΣΠΑΝΙΑΝ: [1392, 1896, 1542, 1953]
table-cell: 13.200: [135, 1905, 173, 1928]
article-headline: Η ΒΟΥΛΗ ΘΑ ΣΥΝΕΛΘΗ ΤΗΝ 2 ΟΚΤΩΒΡΙΟΥ: [1401, 1593, 1533, 1656]
article-headline: Ο ΠΡΩΤΟΣ ΠΡΟΕΚΛΟΓΙΚΟΣ ΛΟΓΟΣ ΤΟΥ Κ. ΤΡΟΥΜΑΝ ΠΡΟΣ ΣΥΓΚΕΝΤΡΩΣΙΝ ΒΟΥΛΕΥΤΩΝ: [1194, 547, 1556, 669]
article-spain: [1378, 1896, 1556, 2046]
article-headline: ΟΙ ΠΕΡΙΟΡΙΣΜΟΙ ΤΟΥ ΗΛΕΚΤΡΙΚΟΥ: [905, 1930, 1175, 1949]
article-headline: Ο ΑΦΟΠΛΙΣΜΟΣ ΤΗΣ ΜΕΘΟΡΙΟΥ ΕΝ ΒΟΥΛΓΑΡΙΑ: [1195, 1593, 1371, 1659]
article-kompolis: [92, 96, 450, 656]
market-dateline: ΚΕΗΠ ΤΑΟΥΝ: [694, 1960, 803, 1971]
article-body: Ἐστάλη πρὸς δημοσίευσιν εἰς τὴν Ἐφημερίδα τῆς Κυβερνήσεως ἡ ἀπόφασις διὰ τὴν ἀναγκαστικὴν εἰσφορὰν τῶν ἐργαζομένων κατὰ μῆνα Σεπτέμβριον.: [1378, 2087, 1556, 2142]
article-headline: Ο Κ. ΤΣΑΛΔΑΡΗΣ ΘΑ ΟΜΙΛΗΣΗ ΣΗΜΕΡΟΝ ΕΙΣ ΘΕΣΣΑΛΟΝΙΚΗΝ: [902, 1796, 1178, 1840]
table-row: [93, 2077, 262, 2090]
article-body: ΠΑΡΙΣΙΟΙ, 24. Ἡ ἑλληνικὴ ἀντιπροσωπεία εἰς τὴν Διάσκεψιν τῶν Παρισίων ἐδήλωσεν ὅτι θὰ ἀποχωρήσῃ ἐκ τῆς Ἐπιτροπῆς διὰ τὴν Ἰταλίαν, ἐὰν δὲν ἱκανοποιηθοῦν αἱ οἰκονομικαὶ ἀξιώσεις τῆς Ἑλλάδος. Ὁ ἀρχηγὸς τῆς ἀντιπροσωπείας ἐτόνισεν ὅτι αἱ ἐπανορθώσεις ἀποτελοῦν ζήτημα δικαιοσύνης διὰ τὸν ἑλληνικὸν λαόν, ὁ ὁποῖος ὑπέστη μεγάλας καταστροφὰς ἐκ τῆς ἰταλικῆς ἐπιθέσεως. Ἡ Ἐπιτροπὴ θὰ ἐξετάσῃ τὸ ζήτημα εἰς τὴν προσεχῆ συνεδρίασίν της.: [1194, 288, 1556, 381]
article-body: Ὁμὰς Ἀλβανῶν πολιτικῶν φυγάδων διέφυγεν εἰς τὸ ἑλληνικὸν ἔδαφος διὰ νὰ ἀποφύγῃ τὰς διώξεις τοῦ καθεστῶτος Χότζα. Οἱ φυγάδες ἀφηγοῦνται ὅτι ἡ κατάστασις ἐν Ἀλβανίᾳ εἶναι τραγική.: [1194, 2037, 1372, 2104]
table-cell: Εθνική: [93, 2006, 131, 2019]
table-cell: 540.000: [211, 1951, 264, 1964]
table-row: [93, 2090, 262, 2103]
continued-note: ΑΥΡΙΟΝ: Η συνέχεια.: [300, 1746, 415, 1759]
article-compulsory: [1378, 2050, 1556, 2221]
article-subheadline: ΕΑΝ ΔΕΝ ΙΚΑΝΟΠΟΙΗΘΟΥΝ ΑΙ ΟΙΚΟΝΟΜΙΚΑΙ ΜΑΣ ΑΞΙΩΣΕΙΣ: [1199, 266, 1551, 281]
table-cell: Αστέρ.: [180, 2090, 221, 2103]
article-parliament: [1378, 1592, 1556, 1892]
market-heading: ΔΙΠΛΩΜΑΤΙΚΑ: [745, 1999, 841, 2014]
article-headline: Η ΑΝΑΓΚΑΣΤΙΚΗ ΕΙΣΦΟΡΑ ΤΩΝ ΕΡΓΑΖΟΜΕΝΩΝ: [1384, 2050, 1550, 2082]
table-cell: 750.000: [211, 1882, 264, 1905]
market-heading: ΟΡΥΖΑ: [548, 1796, 594, 1810]
table-cell: 22.000: [130, 2019, 173, 2032]
table-cell: 36.000: [139, 2077, 180, 2090]
table-cell: 15.000: [135, 1869, 173, 1882]
table-row: [93, 2116, 262, 2129]
table-cell: Ηρακλ.: [180, 2077, 221, 2090]
table-row: [93, 2103, 262, 2116]
article-italy: [1194, 96, 1556, 536]
table-cell: Πειραι.: [93, 2116, 139, 2129]
table-cell: Τσιμ.: [93, 2077, 139, 2090]
sub-section-label: ΞΕΝΑΙ ΠΛΗΡΟΦΟΡΙΑΙ: [219, 1126, 323, 1138]
table-cell: 2.425.000: [211, 2006, 264, 2019]
article-king: [1194, 946, 1556, 1242]
table-cell: Εμπορ.: [173, 2006, 211, 2019]
table-cell: 25.000: [221, 2077, 262, 2090]
table-row: [93, 2019, 264, 2032]
article-body: ΟΥΑΣΙΓΚΤΩΝ, 24. Ὁ Πρόεδρος Τροῦμαν ἐξεφώνησε τὸν πρῶτον προεκλογικὸν λόγον του ἐνώπιον συγκεντρώσεως βουλευτῶν τοῦ Δημοκρατικοῦ Κόμματος. Ὁ Πρόεδρος ἐτόνισεν ὅτι ἡ χώρα εὑρίσκεται εἰς κατάστασιν κινδύνου λόγῳ τῆς πληθωριστικῆς ἀπειλῆς καὶ ἐκάλεσε τοὺς πολίτας νὰ ὑποστηρίξουν τὴν κυβερνητικὴν πολιτικήν. Ἀνέφερεν ἐπίσης ὅτι ἡ ἐξωτερικὴ πολιτικὴ τῶν Ἡνωμένων Πολιτειῶν θὰ συνεχισθῇ ἐπὶ τῆς αὐτῆς βάσεως. Τὰ σχόλια τοῦ τύπου εἶναι εὐνοϊκά.: [1194, 699, 1556, 792]
article-body: Διὰ ἀποφάσεως τῆς Ἱερᾶς Συνόδου ὁ Μητροπολίτης Χίου ἐκρίθη ἔκπτωτος τοῦ θρόνου του, λόγῳ τῆς στάσεώς του κατὰ τὴν διάρκειαν τῆς Κατοχῆς.: [898, 2127, 1182, 2160]
table-cell: 850.000: [211, 1928, 264, 1951]
table-cell: 0.000: [221, 2103, 262, 2116]
article-headline: ΑΛΒΑΝΟΙ ΠΟΛΙΤΙΚΟΙ ΦΥΓΑΔΕΣ: [1212, 1997, 1354, 2032]
article-dateline: ΟΥΑΣΙΓΚΤΩΝ, 24.: [908, 1491, 1011, 1502]
table-cell: Προ.: [173, 1869, 211, 1882]
table-cell: Σιγ.: [93, 2064, 139, 2077]
shipping-body: Κατὰ τὰς τελευταίας πληροφορίας τοῦ Λόυδ ἐν Λονδίνῳ, τὰ ἑλληνικὰ φορτηγὰ ἐκινήθησαν ὡς ἑξῆς: «Ἀγ. Νικόλαος» ἔφθασεν εἰς Ρότερνταμ τὴν 21 ἐκ Νέας Ὑόρκης. «Αἰγαῖον» ἀνεχώρησε τὴν 22 ἐκ Μασσαλίας διὰ Πειραιᾶ. «Κορινθία» ἔφθασεν εἰς Ἀμβέρσαν τὴν 20. «Μαρία Κ.» ἀνεχώρησεν ἐκ Καρδιφ διὰ Γένουαν. «Ἑλένη» εὑρίσκεται εἰς Μπουένος Ἄυρες. «Θεσσαλία» ἔφθασεν εἰς Πειραιᾶ ἐξ Ἀλεξανδρείας τὴν 23. «Κρήτη» ἀνεχώρησε ἐκ Νέας Ὑόρκης διὰ Λισσαβῶνα. «Παναγία» ἔφθασεν εἰς Κωνσταντινούπολιν τὴν 22. «Σάμος» εὑρίσκεται εἰς Λίβερπουλ. «Ἀθηνᾶ» ἀνεχώρησεν ἐκ Πορτ Σάιντ διὰ Πειραιᾶ. «Ἴων» ἔφθασεν εἰς Βαλτιμόρην τὴν 21. «Ὕδρα» ἀνεχώρησε ἐκ Σαουθάμπτον.: [270, 1865, 450, 2086]
